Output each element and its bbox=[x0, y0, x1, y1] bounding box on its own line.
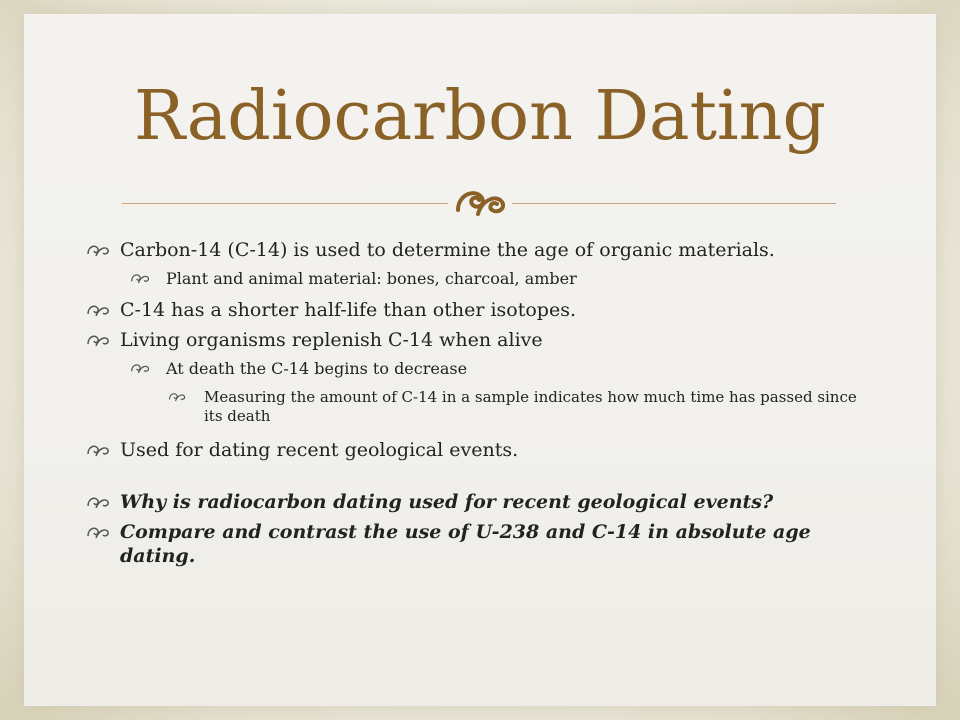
bullet-text: Used for dating recent geological events. bbox=[120, 439, 519, 461]
spacer bbox=[86, 468, 866, 490]
bullet-swirl-icon bbox=[86, 332, 110, 348]
bullet-swirl-icon bbox=[86, 442, 110, 458]
title-rule-right bbox=[512, 203, 836, 204]
bullet-text: C-14 has a shorter half-life than other isotopes. bbox=[120, 299, 576, 321]
bullet-text: Carbon-14 (C-14) is used to determine the age of organic materials. bbox=[120, 239, 775, 261]
bullet-item bbox=[86, 358, 866, 380]
bullet-swirl-icon bbox=[86, 494, 110, 510]
question-text: Compare and contrast the use of U-238 and C-14 in absolute age dating. bbox=[120, 521, 811, 567]
bullet-item bbox=[86, 268, 866, 290]
question-item bbox=[86, 520, 866, 568]
question-item bbox=[86, 490, 866, 514]
bullet-item bbox=[86, 238, 866, 262]
bullet-swirl-icon bbox=[86, 524, 110, 540]
question-text: Why is radiocarbon dating used for recent geological events? bbox=[120, 491, 774, 513]
bullet-item bbox=[86, 438, 866, 462]
bullet-item bbox=[86, 298, 866, 322]
bullet-swirl-icon bbox=[130, 361, 150, 375]
bullet-list bbox=[86, 238, 866, 574]
bullet-swirl-icon bbox=[86, 302, 110, 318]
slide-title: Radiocarbon Dating bbox=[134, 77, 826, 156]
bullet-swirl-icon bbox=[86, 242, 110, 258]
bullet-swirl-icon bbox=[130, 271, 150, 285]
bullet-text: Plant and animal material: bones, charcoal, amber bbox=[166, 269, 577, 288]
bullet-swirl-icon bbox=[168, 390, 186, 403]
bullet-item bbox=[86, 388, 866, 426]
bullet-text: At death the C-14 begins to decrease bbox=[166, 359, 468, 378]
bullet-text: Living organisms replenish C-14 when alive bbox=[120, 329, 543, 351]
title-rule-left bbox=[122, 203, 448, 204]
swirl-divider-icon bbox=[452, 180, 508, 220]
bullet-text: Measuring the amount of C-14 in a sample indicates how much time has passed since its death bbox=[204, 388, 857, 425]
bullet-item bbox=[86, 328, 866, 352]
